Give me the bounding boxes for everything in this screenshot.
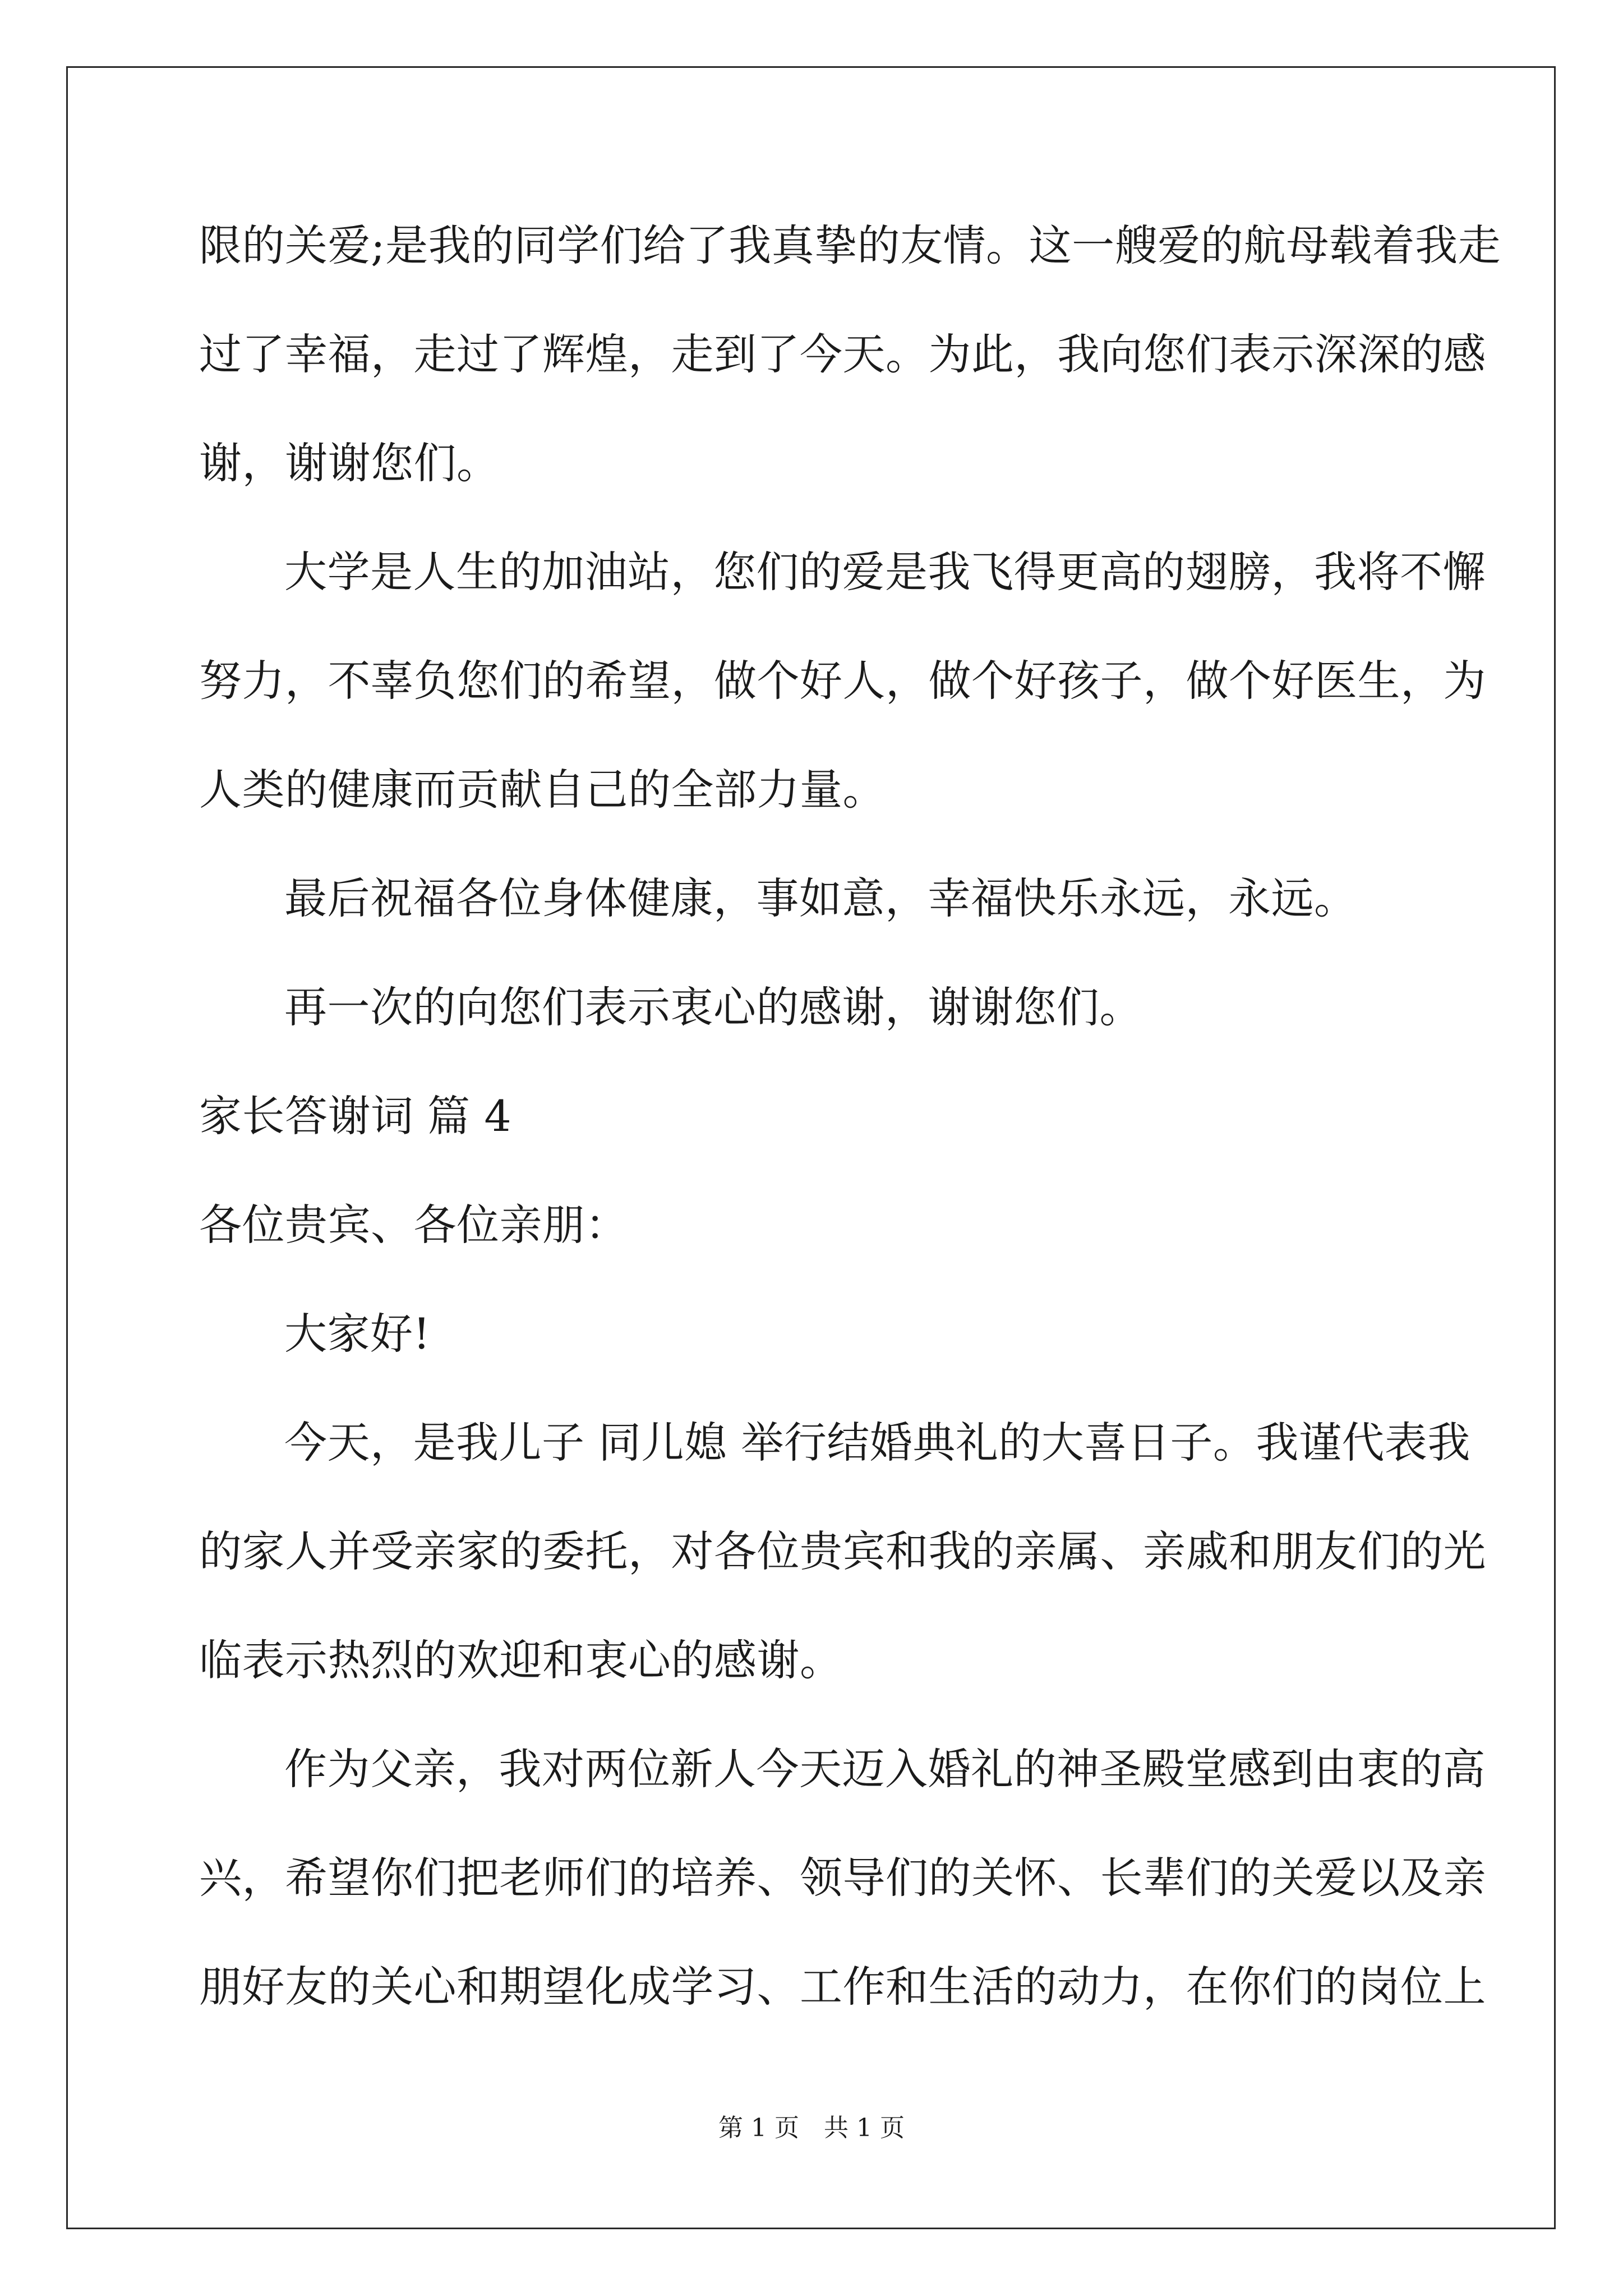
text-line: 过了幸福，走过了辉煌，走到了今天。为此，我向您们表示深深的感 — [199, 329, 1486, 379]
document-body — [199, 220, 1501, 2074]
text-line: 谢，谢谢您们。 — [199, 438, 500, 488]
text-line: 最后祝福各位身体健康，事如意，幸福快乐永远，永远。 — [284, 873, 1357, 923]
text-line: 朋好友的关心和期望化成学习、工作和生活的动力，在你们的岗位上 — [199, 1962, 1486, 2012]
text-line: 努力，不辜负您们的希望，做个好人，做个好孩子，做个好医生，为 — [199, 656, 1486, 706]
text-line: 再一次的向您们表示衷心的感谢，谢谢您们。 — [284, 982, 1142, 1032]
page-footer: 第 1 页 共 1 页 — [718, 2114, 905, 2142]
text-line: 作为父亲，我对两位新人今天迈入婚礼的神圣殿堂感到由衷的高 — [284, 1744, 1486, 1794]
text-line: 家长答谢词 篇 4 — [199, 1091, 512, 1141]
text-line: 人类的健康而贡献自己的全部力量。 — [199, 765, 886, 815]
text-line: 的家人并受亲家的委托，对各位贵宾和我的亲属、亲戚和朋友们的光 — [199, 1526, 1486, 1576]
text-line: 兴，希望你们把老师们的培养、领导们的关怀、长辈们的关爱以及亲 — [199, 1853, 1486, 1903]
text-line: 各位贵宾、各位亲朋： — [199, 1200, 628, 1250]
text-line: 限的关爱;是我的同学们给了我真挚的友情。这一艘爱的航母载着我走 — [199, 220, 1501, 270]
text-line: 大学是人生的加油站，您们的爱是我飞得更高的翅膀，我将不懈 — [284, 547, 1486, 597]
text-line: 大家好! — [284, 1309, 431, 1359]
text-line: 今天，是我儿子 同儿媳 举行结婚典礼的大喜日子。我谨代表我 — [284, 1418, 1470, 1467]
text-line: 临表示热烈的欢迎和衷心的感谢。 — [199, 1635, 843, 1685]
